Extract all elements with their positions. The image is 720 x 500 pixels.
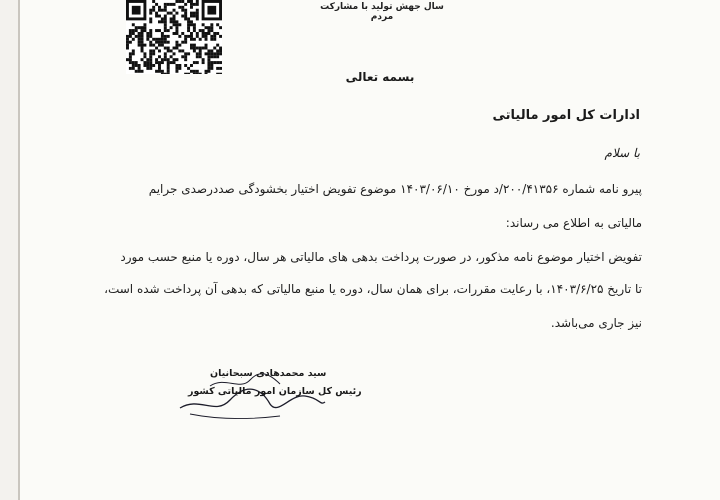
signatory-name: سید محمدهادی سبحانیان — [210, 368, 327, 379]
basmala-heading: بسمه تعالی — [345, 70, 415, 84]
recipient-line: ادارات کل امور مالیاتی — [492, 108, 640, 123]
body-line-4: تا تاریخ ۱۴۰۳/۶/۲۵، با رعایت مقررات، برای همان سال، دوره یا منبع مالیاتی که بدهی آن پرداخت شده است، — [104, 282, 642, 296]
qr-code-icon — [126, 0, 222, 74]
greeting-text: با سلام — [604, 146, 640, 160]
body-line-2: مالیاتی به اطلاع می رساند: — [505, 216, 642, 230]
body-line-5: نیز جاری می‌باشد. — [550, 316, 642, 330]
body-line-1: پیرو نامه شماره ۲۰۰/۴۱۳۵۶/د مورخ ۱۴۰۳/۰۶/۱۰ موضوع تفویض اختیار بخشودگی صددرصدی جرایم — [148, 182, 642, 196]
letter-page — [20, 0, 720, 500]
body-line-3: تفویض اختیار موضوع نامه مذکور، در صورت پرداخت بدهی های مالیاتی هر سال، دوره یا منبع حسب مورد — [120, 250, 642, 264]
signatory-title: رئیس کل سازمان امور مالیاتی کشور — [188, 386, 362, 397]
header-slogan: سال جهش تولید با مشارکت مردم — [320, 2, 444, 22]
